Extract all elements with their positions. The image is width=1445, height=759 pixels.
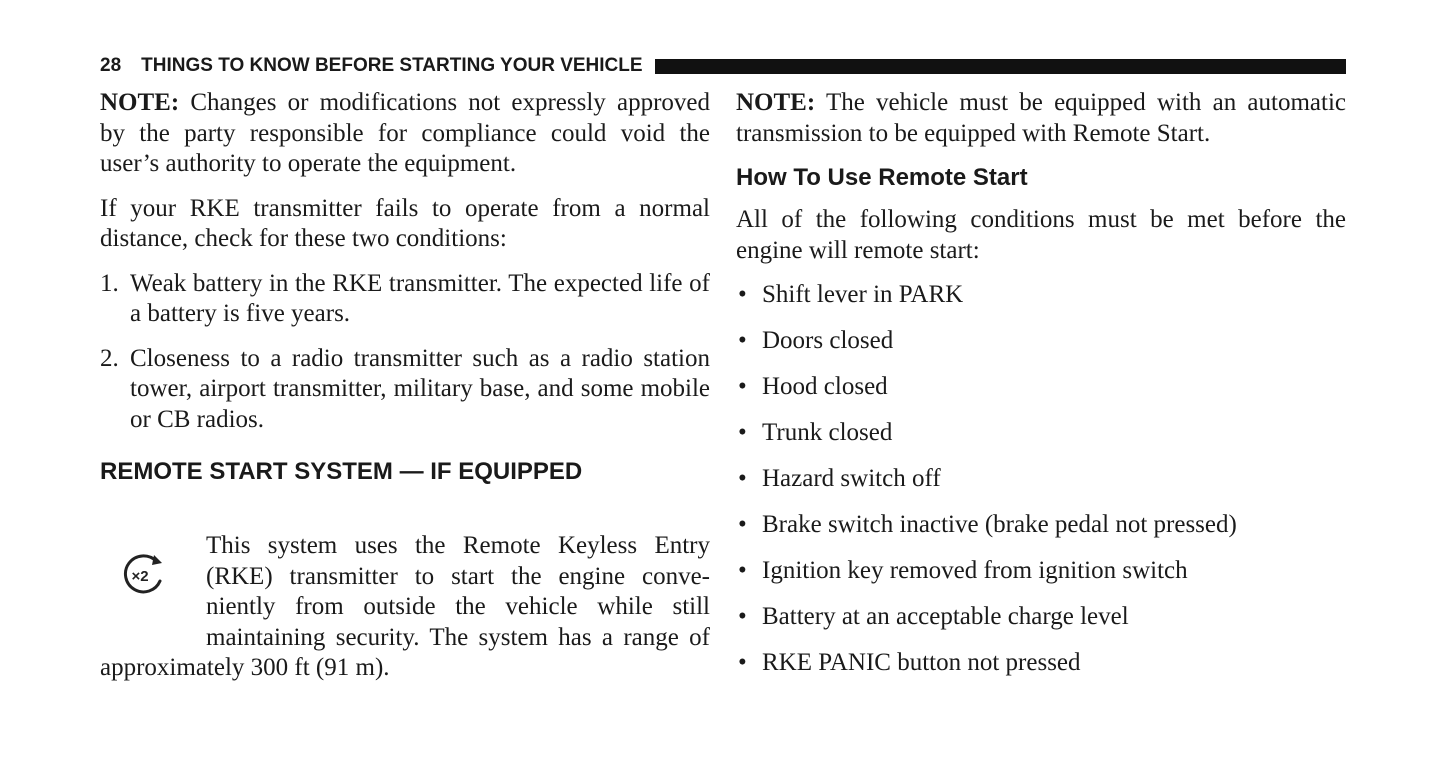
- bullet-icon: •: [738, 373, 747, 400]
- remote-start-heading: REMOTE START SYSTEM — IF EQUIPPED: [100, 458, 583, 485]
- header-rule: [655, 59, 1346, 74]
- list-number: 2.: [100, 344, 119, 372]
- list-text: Trunk closed: [762, 419, 893, 446]
- note-paragraph: [100, 88, 710, 180]
- list-item: [100, 344, 710, 436]
- list-item: [736, 464, 1346, 495]
- list-text: Doors closed: [762, 327, 894, 354]
- list-item: [736, 280, 1346, 311]
- rke-intro: If your RKE transmitter fails to operate from a normal distance, check for these two conditions:: [100, 194, 710, 252]
- list-text: Weak battery in the RKE transmitter. The expected life of a battery is five years.: [130, 269, 710, 327]
- section-title: THINGS TO KNOW BEFORE STARTING YOUR VEHICLE: [141, 55, 643, 76]
- list-item: [736, 326, 1346, 357]
- page-number: 28: [100, 55, 122, 76]
- conditions-bullet-list: [736, 280, 1346, 679]
- note-text: Changes or modifications not expressly approved by the party responsible for compliance could void the user’s authority to operate the equipment.: [100, 89, 710, 177]
- list-text: Ignition key removed from ignition switch: [762, 557, 1188, 584]
- remote-line: niently from outside the vehicle while still: [206, 593, 710, 620]
- remote-start-description: [100, 531, 710, 684]
- list-text: Closeness to a radio transmitter such as a radio station tower, airport transmitter, military base, and some mobile or CB radios.: [130, 344, 710, 433]
- remote-start-section: [100, 531, 710, 684]
- bullet-icon: •: [738, 327, 747, 354]
- remote-icon-label: ×2: [131, 568, 149, 585]
- bullet-icon: •: [738, 649, 747, 676]
- bullet-icon: •: [738, 281, 747, 308]
- remote-line: approximately 300 ft (91 m).: [100, 654, 390, 681]
- list-text: RKE PANIC button not pressed: [762, 649, 1081, 676]
- list-number: 1.: [100, 269, 119, 297]
- list-text: Brake switch inactive (brake pedal not pressed): [762, 511, 1237, 538]
- list-item: [736, 602, 1346, 633]
- list-text: Shift lever in PARK: [762, 281, 964, 308]
- list-item: [736, 372, 1346, 403]
- right-column: [736, 88, 1346, 694]
- list-text: Hood closed: [762, 373, 888, 400]
- list-item: [736, 418, 1346, 449]
- note-label: NOTE:: [736, 89, 816, 116]
- left-column: [100, 88, 710, 684]
- how-to-heading: How To Use Remote Start: [736, 164, 1028, 191]
- bullet-icon: •: [738, 465, 747, 492]
- list-item: [736, 510, 1346, 541]
- how-to-intro: All of the following conditions must be met before the engine will remote start:: [736, 206, 1346, 264]
- list-text: Battery at an acceptable charge level: [762, 603, 1129, 630]
- bullet-icon: •: [738, 419, 747, 446]
- remote-start-icon: [100, 537, 188, 613]
- remote-line: This system uses the Remote Keyless Entry: [206, 532, 710, 559]
- bullet-icon: •: [738, 511, 747, 538]
- list-item: [736, 556, 1346, 587]
- note-paragraph: [736, 88, 1346, 149]
- bullet-icon: •: [738, 603, 747, 630]
- list-text: Hazard switch off: [762, 465, 941, 492]
- note-text: The vehicle must be equipped with an automatic transmission to be equipped with Remote Start.: [736, 89, 1346, 147]
- remote-line: maintaining security. The system has a range of: [206, 623, 710, 651]
- conditions-list: [100, 269, 710, 436]
- note-label: NOTE:: [100, 89, 180, 116]
- remote-line: (RKE) transmitter to start the engine conve-: [206, 562, 710, 590]
- bullet-icon: •: [738, 557, 747, 584]
- list-item: [100, 269, 710, 330]
- list-item: [736, 648, 1346, 679]
- page-header: [100, 53, 1346, 79]
